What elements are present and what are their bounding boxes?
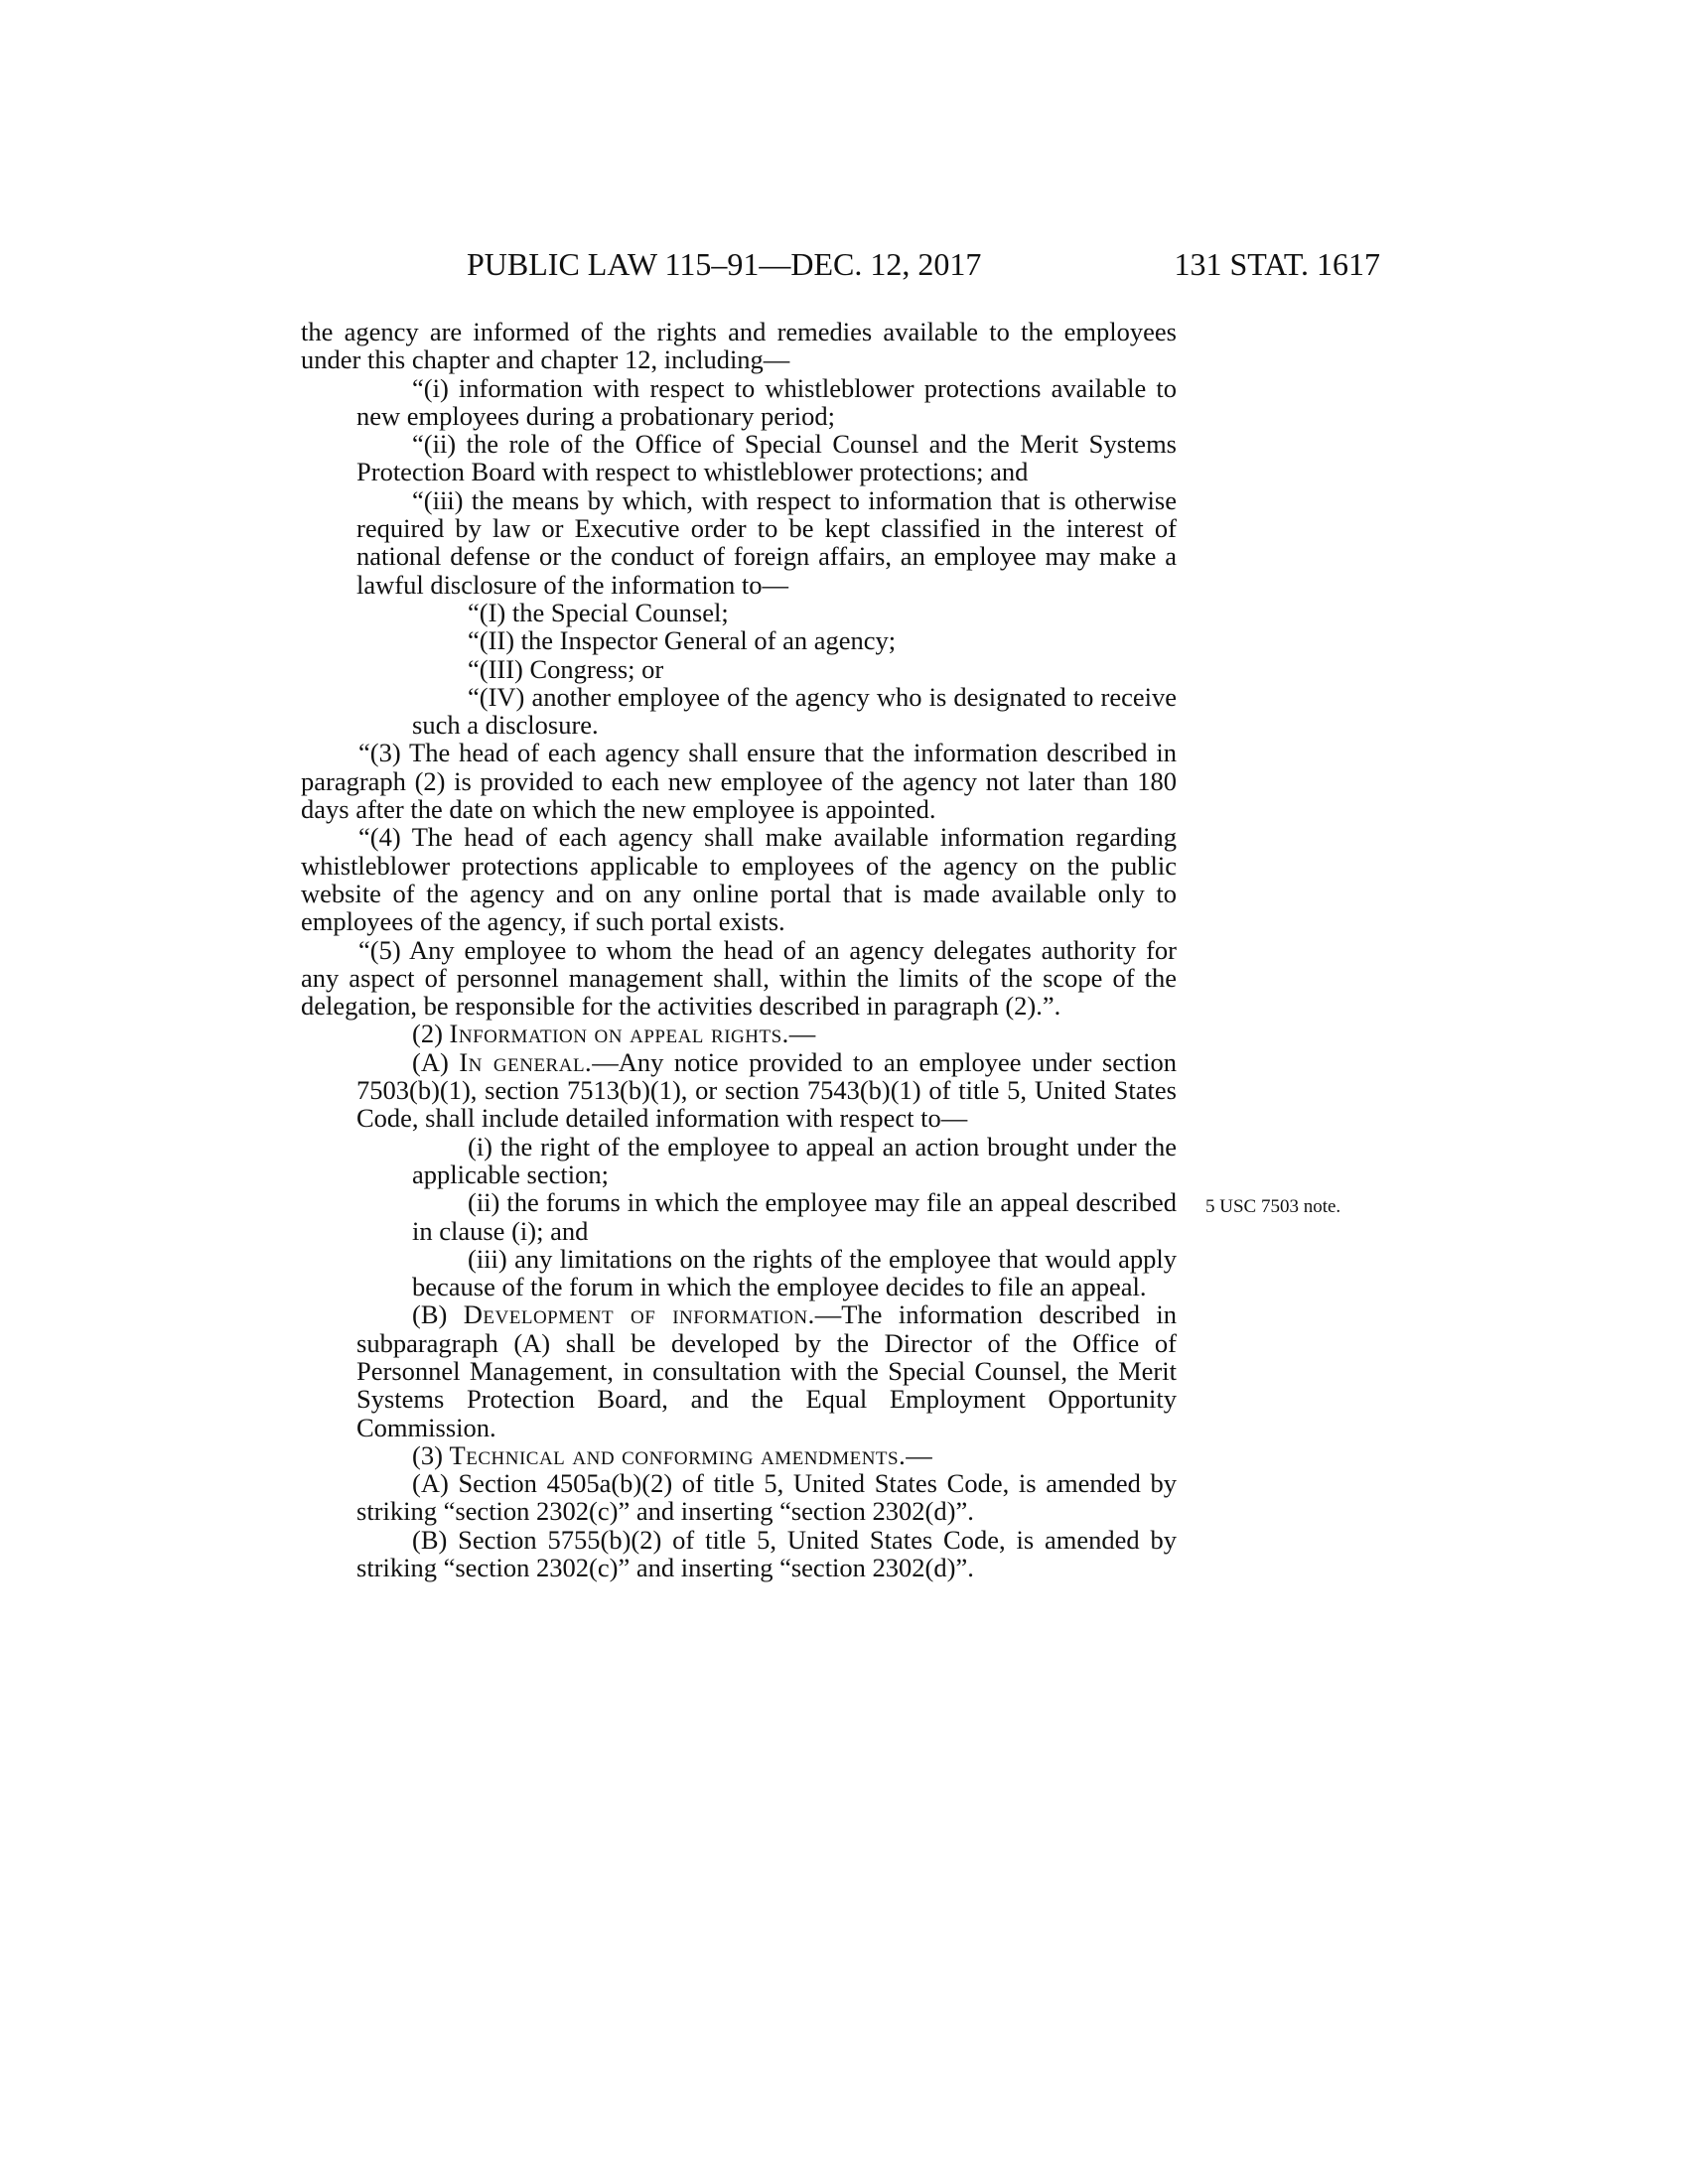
subparagraph-b-number: (B) xyxy=(412,1299,448,1330)
section-2-heading xyxy=(301,1020,1177,1047)
margin-citation-note: 5 USC 7503 note. xyxy=(1205,1196,1341,1217)
clause-ii: “(ii) the role of the Office of Special Counsel and the Merit Systems Protection Board with respect to whistleblower protections; and xyxy=(356,429,1177,487)
paragraph-3: “(3) The head of each agency shall ensure that the information described in paragraph (2) is provided to each new employee of the agency not later than 180 days after the date on which the new employee is appointed. xyxy=(301,738,1177,825)
subclause-II: “(II) the Inspector General of an agency; xyxy=(468,625,897,656)
subparagraph-b-text: —The information described in subparagraph (A) shall be developed by the Director of the Office of Personnel Management, in consultation with the Special Counsel, the Merit Systems Protection Board, and the Equal Employment Opportunity Commission. xyxy=(356,1299,1177,1442)
clause-iii: “(iii) the means by which, with respect to information that is otherwise required by law or Executive order to be kept classified in the interest of national defense or the conduct of foreign affairs, an employee may make a lawful disclosure of the information to— xyxy=(356,484,1177,600)
page-header xyxy=(467,244,1380,284)
section-3-title: Technical and conforming amendments.— xyxy=(449,1439,933,1470)
subparagraph-a-text: —Any notice provided to an employee under section 7503(b)(1), section 7513(b)(1), or section 7543(b)(1) of title 5, United States Code, shall include detailed information with respect to— xyxy=(356,1046,1178,1134)
subclause-I: “(I) the Special Counsel; xyxy=(468,597,729,627)
clause-i: “(i) information with respect to whistleblower protections available to new employees during a probationary period; xyxy=(356,372,1177,431)
paragraph-continuation: the agency are informed of the rights and remedies available to the employees under this chapter and chapter 12, including— xyxy=(301,317,1177,375)
subclause-III: “(III) Congress; or xyxy=(468,653,664,684)
page-number: 131 STAT. 1617 xyxy=(1174,246,1380,282)
subparagraph-a-heading: In general. xyxy=(459,1046,593,1077)
clause-a-iii: (iii) any limitations on the rights of the employee that would apply because of the forum in which the employee decides to file an appeal. xyxy=(412,1243,1177,1302)
subparagraph-a xyxy=(301,1048,1177,1133)
section-3-number: (3) xyxy=(412,1439,443,1470)
section-2-number: (2) xyxy=(412,1019,443,1049)
paragraph-5: “(5) Any employee to whom the head of an agency delegates authority for any aspect of personnel management shall, within the limits of the scope of the delegation, be responsible for the activities described in paragraph (2).”. xyxy=(301,934,1177,1022)
section-3-heading xyxy=(301,1441,1177,1469)
subparagraph-b-heading: Development of information. xyxy=(463,1299,815,1330)
running-head-title: PUBLIC LAW 115–91—DEC. 12, 2017 xyxy=(467,246,982,282)
section-2-title: Information on appeal rights.— xyxy=(449,1019,816,1049)
paragraph-4: “(4) The head of each agency shall make available information regarding whistleblower protections applicable to employees of the agency on the public website of the agency and on any online portal that is made available only to employees of the agency, if such portal exists. xyxy=(301,822,1177,937)
amendment-b: (B) Section 5755(b)(2) of title 5, United States Code, is amended by striking “section 2302(c)” and inserting “section 2302(d)”. xyxy=(356,1524,1177,1583)
clause-a-i: (i) the right of the employee to appeal an action brought under the applicable section; xyxy=(412,1131,1177,1189)
subclause-IV: “(IV) another employee of the agency who is designated to receive such a disclosure. xyxy=(412,681,1177,741)
clause-a-ii: (ii) the forums in which the employee may file an appeal described in clause (i); and xyxy=(412,1187,1177,1246)
statute-body xyxy=(301,318,1177,1581)
subparagraph-b xyxy=(301,1300,1177,1440)
subparagraph-a-number: (A) xyxy=(412,1046,449,1077)
amendment-a: (A) Section 4505a(b)(2) of title 5, United States Code, is amended by striking “section 2302(c)” and inserting “section 2302(d)”. xyxy=(356,1468,1177,1527)
